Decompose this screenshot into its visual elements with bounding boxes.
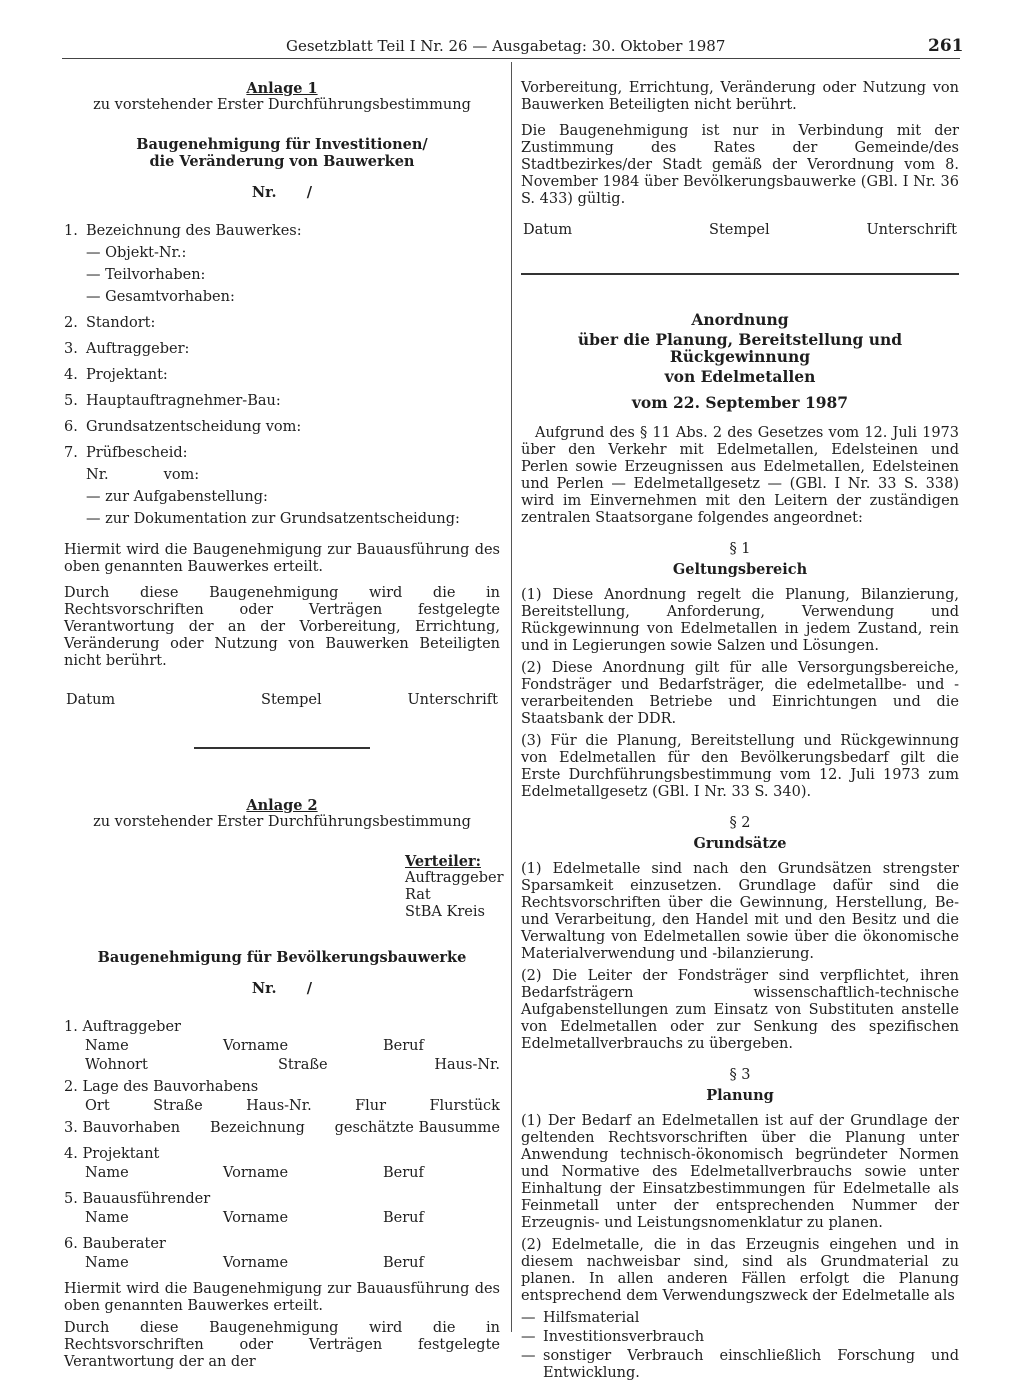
item-number: 1. (64, 223, 78, 239)
anlage1-item (64, 341, 500, 358)
form-item-heading: 3. Bauvorhaben (64, 1120, 181, 1136)
item-text: — Gesamtvorhaben: (86, 289, 235, 305)
anlage2-title: Baugenehmigung für Bevölkerungsbauwerke (97, 949, 467, 966)
section-number: § 3 (729, 1067, 751, 1083)
stempel-label: Stempel (261, 692, 322, 708)
field-label: Beruf (383, 1038, 424, 1054)
form-item-heading: 1. Auftraggeber (64, 1019, 181, 1035)
field-label: Name (85, 1038, 129, 1054)
section-paragraph: (2) Diese Anordnung gilt für alle Versorgungsbereiche, Fondsträger und Bedarfsträger, die edelmetallbe- und -verarbeitenden Betriebe und Einrichtungen und die Staatsbank der DDR. (521, 660, 959, 727)
form-field-row (64, 1098, 500, 1115)
anordnung-title: über die Planung, Bereitstellung und Rückgewinnung (577, 330, 903, 366)
anlage1-subitem (64, 245, 500, 262)
item-number: 4. (64, 367, 78, 383)
verteiler-entry: Auftraggeber (405, 870, 504, 886)
list-item-text: Investitionsverbrauch (543, 1329, 705, 1345)
item-text: Hauptauftragnehmer-Bau: (86, 393, 281, 409)
verteiler-entry: StBA Kreis (405, 904, 485, 920)
anlage1-item (64, 315, 500, 332)
section-title: Grundsätze (693, 835, 787, 852)
right-column (521, 80, 959, 1382)
field-label: Name (85, 1210, 129, 1226)
item-number: 7. (64, 445, 78, 461)
section-number: § 1 (729, 541, 751, 557)
section-paragraph: (2) Die Leiter der Fondsträger sind verpflichtet, ihren Bedarfsträgern wissenschaftlich-technische Aufgabenstellungen zum Einsatz von Substituten anstelle von Edelmetallen oder zur Senkung des spezifischen Edelmetallverbrauchs zu übergeben. (521, 968, 959, 1052)
page-number: 261 (928, 36, 964, 56)
unterschrift-label: Unterschrift (866, 222, 957, 238)
item7-vom: vom: (163, 467, 200, 483)
datum-label: Datum (523, 222, 573, 238)
anlage1-item-list (64, 223, 500, 528)
form-item-heading: 5. Bauausführender (64, 1191, 211, 1207)
field-label: Wohnort (85, 1057, 148, 1073)
anlage1-item (64, 393, 500, 410)
field-label: Haus-Nr. (434, 1057, 500, 1073)
column-divider (511, 62, 512, 1332)
anlage2-paragraph: Hiermit wird die Baugenehmigung zur Bauausführung des oben genannten Bauwerkes erteilt. (64, 1281, 500, 1314)
field-label: Straße (153, 1098, 203, 1114)
field-label: Flur (355, 1098, 387, 1114)
field-label: Name (85, 1165, 129, 1181)
left-column (64, 78, 504, 1371)
section-title: Geltungsbereich (672, 561, 808, 578)
item-number: 2. (64, 315, 78, 331)
field-label: Bezeichnung (209, 1120, 305, 1136)
anlage1-item (64, 223, 500, 240)
item-text: — zur Dokumentation zur Grundsatzentscheidung: (86, 511, 460, 527)
item-text: Bezeichnung des Bauwerkes: (86, 223, 302, 239)
anordnung-title: Anordnung (691, 310, 789, 329)
section-title: Planung (706, 1087, 774, 1104)
form-field-row (64, 1120, 500, 1137)
anlage1-subitem (64, 267, 500, 284)
list-item (521, 1348, 959, 1382)
list-item (521, 1310, 959, 1327)
form-field-row (64, 1255, 500, 1272)
datum-label: Datum (66, 692, 116, 708)
field-label: Beruf (383, 1165, 424, 1181)
form-item-heading: 6. Bauberater (64, 1236, 166, 1252)
item7-nr: Nr. (86, 467, 109, 483)
field-label: Beruf (383, 1210, 424, 1226)
item-text: — Teilvorhaben: (86, 267, 206, 283)
field-label: Ort (85, 1098, 110, 1114)
anordnung-date: vom 22. September 1987 (631, 393, 849, 412)
section-paragraph: (2) Edelmetalle, die in das Erzeugnis eingehen und in diesem nachweisbar sind, sind als Grundmaterial zu planen. In allen anderen Fällen erfolgt die Planung entsprechend dem Verwendungszweck der Edelmetalle als (521, 1237, 959, 1304)
list-item (521, 1329, 959, 1346)
item-text: Projektant: (86, 367, 168, 383)
form-item-heading: 4. Projektant (64, 1146, 160, 1162)
anlage2-signature-row (521, 222, 959, 239)
field-label: Name (85, 1255, 129, 1271)
anlage1-subitem (64, 489, 500, 506)
anlage1-title-line1: Baugenehmigung für Investitionen/ (136, 136, 428, 153)
form-field-row (64, 1038, 500, 1055)
anordnung-title: von Edelmetallen (664, 367, 816, 386)
field-label: Vorname (223, 1255, 289, 1271)
anlage1-subtitle: zu vorstehender Erster Durchführungsbestimmung (93, 97, 471, 113)
section-rule (194, 747, 370, 749)
verteiler-entry: Rat (405, 887, 431, 903)
form-field-row (64, 1165, 500, 1182)
dash-marker: — (521, 1348, 536, 1364)
dash-marker: — (521, 1310, 536, 1326)
field-label: Vorname (223, 1038, 289, 1054)
item-text: — Objekt-Nr.: (86, 245, 187, 261)
stempel-label: Stempel (709, 222, 770, 238)
unterschrift-label: Unterschrift (407, 692, 498, 708)
section-paragraph: (1) Edelmetalle sind nach den Grundsätzen strengster Sparsamkeit einzusetzen. Grundlage dafür sind die Rechtsvorschriften über die Gewinnung, Herstellung, Be- und Verarbeitung, den Handel mit und den Besitz und die Verwaltung von Edelmetallen sowie über die ökonomische Materialverwendung und -bilanzierung. (521, 861, 959, 962)
planung-list (521, 1310, 959, 1382)
anlage1-paragraph: Durch diese Baugenehmigung wird die in Rechtsvorschriften oder Verträgen festgelegte Verantwortung der an der Vorbereitung, Errichtung, Veränderung oder Nutzung von Bauwerken Beteiligten nicht berührt. (64, 585, 500, 669)
anlage2-label: Anlage 2 (246, 797, 318, 814)
field-label: Straße (278, 1057, 328, 1073)
anlage1-item (64, 445, 500, 462)
list-item-text: Hilfsmaterial (543, 1310, 640, 1326)
anlage1-nr: Nr. / (251, 184, 313, 201)
running-header: Gesetzblatt Teil I Nr. 26 — Ausgabetag: 30. Oktober 1987 (286, 37, 726, 55)
verteiler-block (405, 853, 504, 921)
form-field-row (64, 1057, 500, 1074)
list-item-text: sonstiger Verbrauch einschließlich Forschung und Entwicklung. (543, 1348, 959, 1381)
preamble: Aufgrund des § 11 Abs. 2 des Gesetzes vom 12. Juli 1973 über den Verkehr mit Edelmetallen, Edelsteinen und Perlen sowie Erzeugnissen aus Edelmetallen, Edelsteinen und Perlen — Edelmetallgesetz — (GBl. I Nr. 33 S. 338) wird im Einvernehmen mit den Leitern der zuständigen zentralen Staatsorgane folgendes angeordnet: (521, 425, 959, 526)
anlage2-paragraph: Durch diese Baugenehmigung wird die in Rechtsvorschriften oder Verträgen festgelegte Verantwortung der an der (64, 1320, 500, 1370)
zustimmung-paragraph: Die Baugenehmigung ist nur in Verbindung mit der Zustimmung des Rates der Gemeinde/des Stadtbezirkes/der Stadt gemäß der Verordnung vom 8. November 1984 über Bevölkerungsbauwerke (GBl. I Nr. 36 S. 433) gültig. (521, 123, 959, 207)
anlage1-paragraph: Hiermit wird die Baugenehmigung zur Bauausführung des oben genannten Bauwerkes erteilt. (64, 542, 500, 575)
anlage1-subitem (64, 289, 500, 306)
header-rule (62, 58, 960, 59)
form-item-heading: 2. Lage des Bauvorhabens (64, 1079, 259, 1095)
field-label: Flurstück (429, 1098, 500, 1114)
anlage1-signature-row (64, 692, 500, 709)
anlage2-form (64, 1019, 500, 1272)
item-number: 3. (64, 341, 78, 357)
item-text: Prüfbescheid: (86, 445, 188, 461)
anlage1-item (64, 419, 500, 436)
item-text: Auftraggeber: (86, 341, 190, 357)
anlage1-title-line2: die Veränderung von Bauwerken (149, 153, 415, 170)
section-rule (521, 273, 959, 275)
section-paragraph: (1) Der Bedarf an Edelmetallen ist auf der Grundlage der geltenden Rechtsvorschriften über die Planung unter Anwendung technisch-ökonomisch begründeter Normen und Normative des Edelmetallverbrauchs sowie unter Einhaltung der Einsatzbestimmungen für Edelmetalle als Feinmetall unter der entsprechenden Nummer der Erzeugnis- und Leistungsnomenklatur zu planen. (521, 1113, 959, 1231)
field-label: Vorname (223, 1210, 289, 1226)
item-text: Standort: (86, 315, 156, 331)
anlage2-subtitle: zu vorstehender Erster Durchführungsbestimmung (93, 814, 471, 830)
field-label: geschätzte Bausumme (334, 1120, 500, 1136)
anlage1-item7-line (64, 467, 500, 484)
anlage1-label: Anlage 1 (246, 80, 318, 97)
field-label: Beruf (383, 1255, 424, 1271)
anlage1-subitem (64, 511, 500, 528)
verteiler-label: Verteiler: (405, 853, 481, 870)
section-paragraph: (1) Diese Anordnung regelt die Planung, Bilanzierung, Bereitstellung, Anforderung, Verwendung und Rückgewinnung von Edelmetallen in jedem Zustand, rein und in Legierungen sowie Salzen und Lösungen. (521, 587, 959, 654)
continued-paragraph: Vorbereitung, Errichtung, Veränderung oder Nutzung von Bauwerken Beteiligten nicht berührt. (521, 80, 959, 113)
section-paragraph: (3) Für die Planung, Bereitstellung und Rückgewinnung von Edelmetallen für den Bevölkerungsbedarf gilt die Erste Durchführungsbestimmung vom 12. Juli 1973 zum Edelmetallgesetz (GBl. I Nr. 33 S. 340). (521, 733, 959, 800)
section-number: § 2 (729, 815, 751, 831)
item-text: — zur Aufgabenstellung: (86, 489, 268, 505)
field-label: Vorname (223, 1165, 289, 1181)
anlage1-item (64, 367, 500, 384)
field-label: Haus-Nr. (246, 1098, 312, 1114)
item-number: 6. (64, 419, 78, 435)
form-field-row (64, 1210, 500, 1227)
anlage2-nr: Nr. / (251, 980, 313, 997)
dash-marker: — (521, 1329, 536, 1345)
item-number: 5. (64, 393, 78, 409)
item-text: Grundsatzentscheidung vom: (86, 419, 302, 435)
